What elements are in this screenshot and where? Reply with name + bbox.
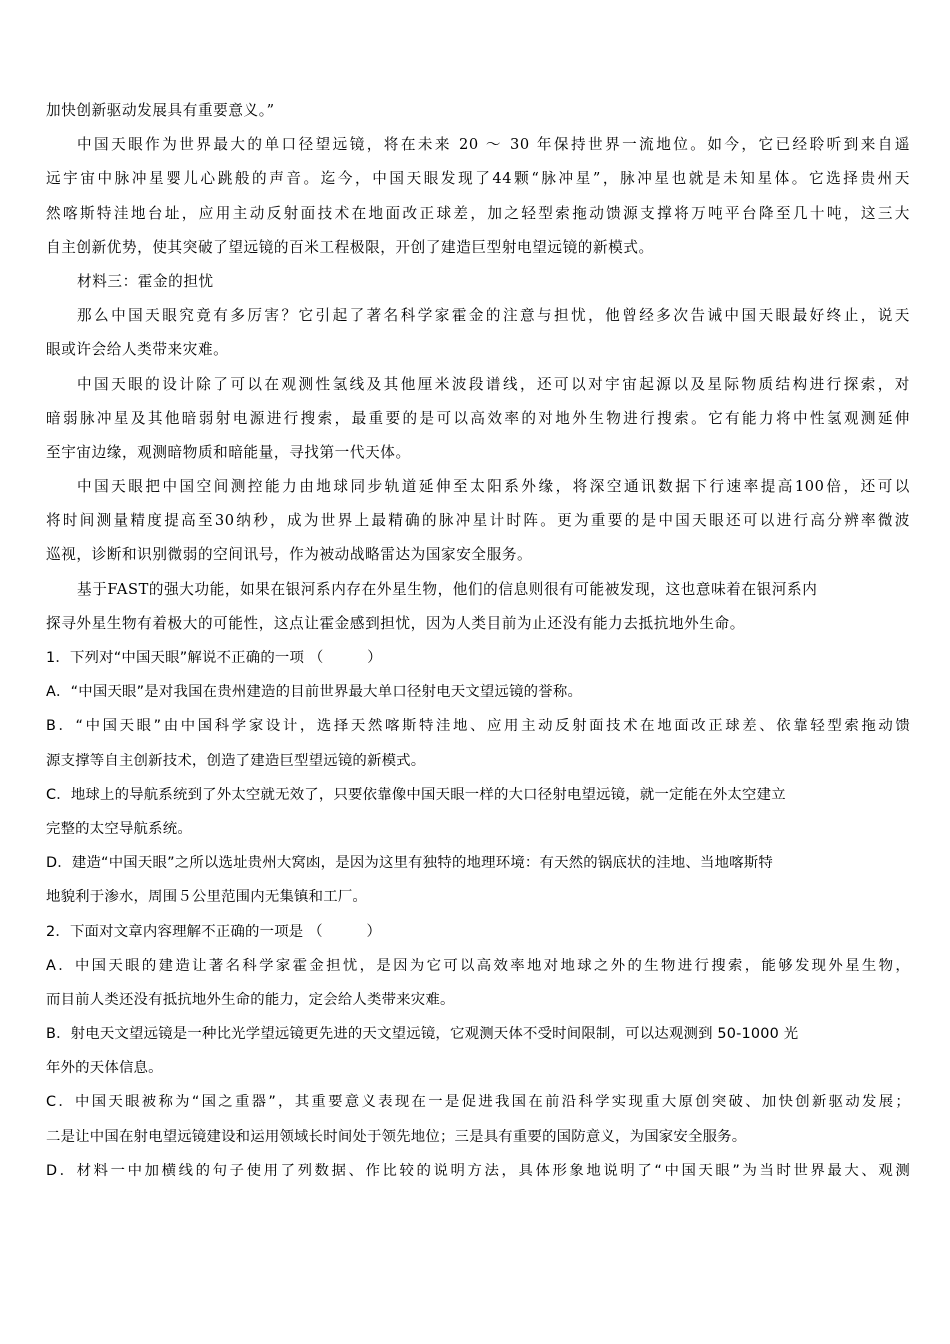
text-line: 然喀斯特洼地台址，应用主动反射面技术在地面改正球差，加之轻型索拖动馈源支撑将万吨平台降至几十吨，这三大 — [46, 204, 910, 222]
answer-option: 而目前人类还没有抵抗地外生命的能力，定会给人类带来灾难。 — [46, 991, 455, 1008]
exam-page — [46, 94, 910, 1188]
answer-option: B．“中国天眼”由中国科学家设计，选择天然喀斯特洼地、应用主动反射面技术在地面改正球差、依靠轻型索拖动馈 — [46, 718, 910, 735]
text-line: 眼或许会给人类带来灾难。 — [46, 341, 229, 359]
answer-option: 二是让中国在射电望远镜建设和运用领域长时间处于领先地位；三是具有重要的国防意义，为国家安全服务。 — [46, 1128, 747, 1145]
answer-option: C．中国天眼被称为“国之重器”，其重要意义表现在一是促进我国在前沿科学实现重大原创突破、加快创新驱动发展； — [46, 1094, 910, 1111]
answer-option: B．射电天文望远镜是一种比光学望远镜更先进的天文望远镜，它观测天体不受时间限制，可以达观测到 50-1000 光 — [46, 1026, 799, 1043]
text-line: 中国天眼的设计除了可以在观测性氢线及其他厘米波段谱线，还可以对宇宙起源以及星际物质结构进行探索，对 — [77, 375, 910, 393]
question-stem: 1．下列对“中国天眼”解说不正确的一项 （ ） — [46, 650, 382, 666]
text-line: 暗弱脉冲星及其他暗弱射电源进行搜索，最重要的是可以高效率的对地外生物进行搜索。它有能力将中性氢观测延伸 — [46, 409, 910, 427]
question-stem: 2．下面对文章内容理解不正确的一项是 （ ） — [46, 923, 382, 940]
answer-option: A．“中国天眼”是对我国在贵州建造的目前世界最大单口径射电天文望远镜的誉称。 — [46, 684, 583, 701]
answer-option: 地貌利于渗水，周围５公里范围内无集镇和工厂。 — [46, 889, 367, 906]
answer-option: 完整的太空导航系统。 — [46, 820, 192, 837]
section-heading: 材料三：霍金的担忧 — [77, 272, 214, 290]
answer-option: A．中国天眼的建造让著名科学家霍金担忧，是因为它可以高效率地对地球之外的生物进行搜索，能够发现外星生物， — [46, 957, 910, 974]
text-line: 中国天眼作为世界最大的单口径望远镜，将在未来 20 ～ 30 年保持世界一流地位。如今，它已经聆听到来自遥 — [77, 136, 910, 154]
text-line: 那么中国天眼究竟有多厉害？它引起了著名科学家霍金的注意与担忧，他曾经多次告诫中国天眼最好终止，说天 — [77, 307, 910, 325]
text-line: 至宇宙边缘，观测暗物质和暗能量，寻找第一代天体。 — [46, 443, 411, 461]
answer-option: 年外的天体信息。 — [46, 1060, 163, 1077]
answer-option: D．建造“中国天眼”之所以选址贵州大窝凼，是因为这里有独特的地理环境：有天然的锅底状的洼地、当地喀斯特 — [46, 855, 773, 872]
text-line: 自主创新优势，使其突破了望远镜的百米工程极限，开创了建造巨型射电望远镜的新模式。 — [46, 238, 654, 256]
text-line: 将时间测量精度提高至30纳秒，成为世界上最精确的脉冲星计时阵。更为重要的是中国天眼还可以进行高分辨率微波 — [46, 512, 910, 530]
text-line: 中国天眼把中国空间测控能力由地球同步轨道延伸至太阳系外缘，将深空通讯数据下行速率提高100倍，还可以 — [77, 478, 910, 496]
text-line: 远宇宙中脉冲星婴儿心跳般的声音。迄今，中国天眼发现了44颗“脉冲星”，脉冲星也就是未知星体。它选择贵州天 — [46, 170, 910, 188]
text-line: 加快创新驱动发展具有重要意义。” — [46, 102, 275, 119]
text-line: 巡视，诊断和识别微弱的空间讯号，作为被动战略雷达为国家安全服务。 — [46, 546, 533, 564]
text-line: 基于FAST的强大功能，如果在银河系内存在外星生物，他们的信息则很有可能被发现，这也意味着在银河系内 — [77, 580, 818, 598]
answer-option: D．材料一中加横线的句子使用了列数据、作比较的说明方法，具体形象地说明了“中国天眼”为当时世界最大、观测 — [46, 1162, 910, 1179]
answer-option: C．地球上的导航系统到了外太空就无效了，只要依靠像中国天眼一样的大口径射电望远镜，就一定能在外太空建立 — [46, 786, 786, 803]
answer-option: 源支撑等自主创新技术，创造了建造巨型望远镜的新模式。 — [46, 752, 426, 769]
text-line: 探寻外星生物有着极大的可能性，这点让霍金感到担忧，因为人类目前为止还没有能力去抵抗地外生命。 — [46, 614, 745, 632]
